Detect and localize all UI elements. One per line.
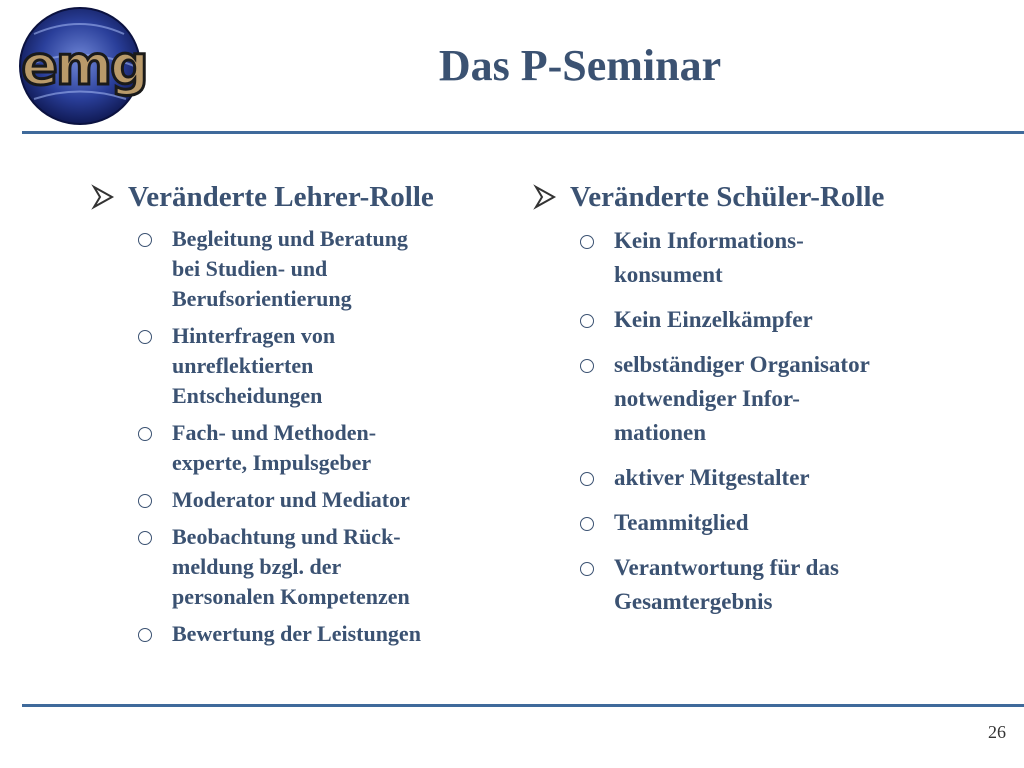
school-logo [4,4,164,130]
page-title: Das P-Seminar [438,41,722,90]
list-item: Beobachtung und Rück- meldung bzgl. der personalen Kompetenzen [90,522,510,612]
heading-text: Veränderte Schüler-Rolle [570,181,885,213]
bottom-divider [22,704,1024,707]
arrow-bullet-icon [90,184,116,210]
circle-bullet-icon [138,330,152,344]
student-role-column [532,178,952,630]
circle-bullet-icon [138,427,152,441]
list-item: Fach- und Methoden- experte, Impulsgeber [90,418,510,478]
circle-bullet-icon [138,494,152,508]
student-role-heading [532,178,952,216]
list-item: Teammitglied [532,506,952,540]
circle-bullet-icon [580,314,594,328]
list-item: Bewertung der Leistungen [90,619,510,649]
circle-bullet-icon [580,235,594,249]
list-item: Hinterfragen von unreflektierten Entscheidungen [90,321,510,411]
teacher-role-list [90,224,510,649]
list-item: aktiver Mitgestalter [532,461,952,495]
page-number: 26 [988,722,1006,742]
teacher-role-column [90,178,510,656]
list-item: selbständiger Organisator notwendiger Infor- mationen [532,348,952,450]
list-item: Kein Einzelkämpfer [532,303,952,337]
circle-bullet-icon [580,472,594,486]
circle-bullet-icon [580,359,594,373]
arrow-bullet-icon [532,184,558,210]
circle-bullet-icon [580,517,594,531]
circle-bullet-icon [580,562,594,576]
list-item: Verantwortung für das Gesamtergebnis [532,551,952,619]
circle-bullet-icon [138,233,152,247]
student-role-list [532,224,952,619]
heading-text: Veränderte Lehrer-Rolle [128,181,434,213]
list-item: Kein Informations- konsument [532,224,952,292]
circle-bullet-icon [138,628,152,642]
list-item: Begleitung und Beratung bei Studien- und Berufsorientierung [90,224,510,314]
top-divider [22,131,1024,134]
teacher-role-heading [90,178,510,216]
logo-lettering: emg [21,34,147,97]
circle-bullet-icon [138,531,152,545]
list-item: Moderator und Mediator [90,485,510,515]
